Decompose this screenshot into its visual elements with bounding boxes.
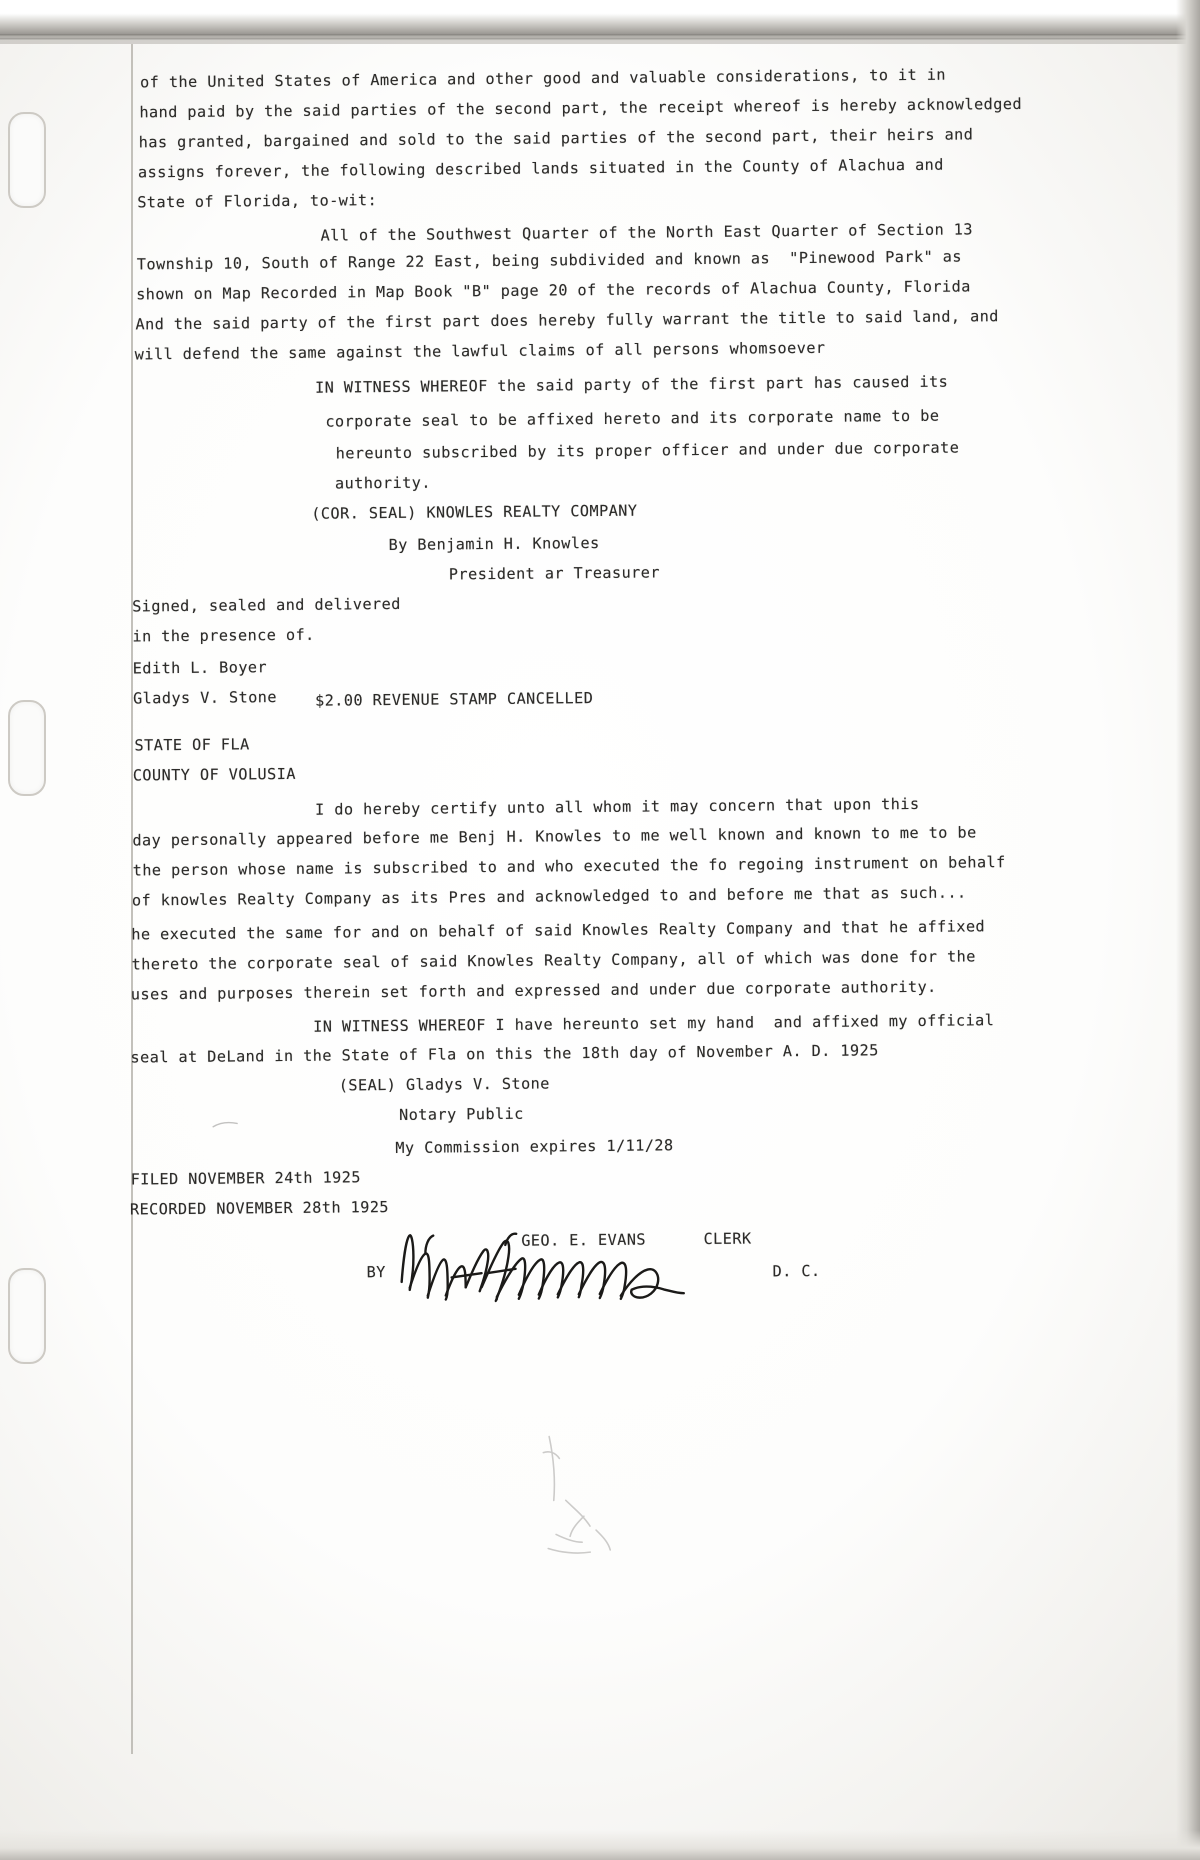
- document-line: assigns forever, the following described lands situated in the County of Alachua and: [137, 155, 944, 182]
- notary-witness-line: seal at DeLand in the State of Fla on this the 18th day of November A. D. 1925: [130, 1041, 879, 1067]
- document-line: has granted, bargained and sold to the said parties of the second part, their heirs and: [138, 125, 974, 152]
- witness-block-line: Signed, sealed and delivered: [132, 594, 401, 616]
- notary-title-line: Notary Public: [398, 1104, 524, 1124]
- document-line: of the United States of America and other good and valuable considerations, to it in: [140, 65, 947, 92]
- witness-block-line: in the presence of.: [132, 625, 315, 646]
- pencil-smudge: [525, 1430, 636, 1561]
- state-line: STATE OF FLA: [134, 735, 250, 755]
- deputy-clerk-label: D. C.: [772, 1261, 821, 1281]
- document-line-legal-description: All of the Southwest Quarter of the North East Quarter of Section 13: [320, 220, 974, 245]
- document-line-witness: authority.: [334, 473, 432, 493]
- by-label: BY: [366, 1263, 386, 1282]
- recorded-date-line: RECORDED NOVEMBER 28th 1925: [129, 1198, 390, 1219]
- document-line-witness: corporate seal to be affixed hereto and its corporate name to be: [325, 406, 940, 431]
- document-line: hand paid by the said parties of the second part, the receipt whereof is hereby acknowledged: [139, 94, 1023, 122]
- notary-seal-line: (SEAL) Gladys V. Stone: [338, 1074, 550, 1095]
- acknowledgment-line: uses and purposes therein set forth and expressed and under due corporate authority.: [130, 977, 937, 1004]
- witness-name-line: Gladys V. Stone: [132, 688, 278, 708]
- filed-date-line: FILED NOVEMBER 24th 1925: [130, 1168, 361, 1189]
- acknowledgment-line: I do hereby certify unto all whom it may concern that upon this: [315, 794, 920, 819]
- acknowledgment-line: the person whose name is subscribed to and who executed the fo regoing instrument on behalf: [132, 853, 1006, 880]
- acknowledgment-line: day personally appeared before me Benj H. Knowles to me well known and known to me to be: [132, 823, 977, 850]
- acknowledgment-line: of knowles Realty Company as its Pres and acknowledged to and before me that as such...: [131, 883, 967, 910]
- revenue-stamp-note: $2.00 REVENUE STAMP CANCELLED: [314, 689, 594, 710]
- acknowledgment-line: thereto the corporate seal of said Knowles Realty Company, all of which was done for the: [131, 947, 976, 974]
- county-line: COUNTY OF VOLUSIA: [132, 764, 296, 785]
- signatory-title-line: President ar Treasurer: [448, 563, 661, 584]
- signatory-name-line: By Benjamin H. Knowles: [388, 533, 600, 555]
- acknowledgment-line: he executed the same for and on behalf of said Knowles Realty Company and that he affixed: [131, 917, 986, 944]
- corporate-seal-line: (COR. SEAL) KNOWLES REALTY COMPANY: [311, 501, 638, 523]
- commission-expiry-line: My Commission expires 1/11/28: [395, 1136, 674, 1157]
- document-line-legal-description: Township 10, South of Range 22 East, being subdivided and known as "Pinewood Park" as: [136, 247, 962, 274]
- stray-pen-mark: [212, 1120, 238, 1128]
- document-line: State of Florida, to-wit:: [137, 191, 378, 212]
- witness-name-line: Edith L. Boyer: [132, 658, 268, 678]
- document-line-witness: IN WITNESS WHEREOF the said party of the first part has caused its: [314, 372, 949, 397]
- document-line-witness: hereunto subscribed by its proper officer and under due corporate: [335, 438, 960, 463]
- notary-witness-line: IN WITNESS WHEREOF I have hereunto set my hand and affixed my official: [313, 1011, 995, 1036]
- document-line-legal-description: shown on Map Recorded in Map Book "B" page 20 of the records of Alachua County, Florida: [136, 277, 971, 304]
- document-line: will defend the same against the lawful claims of all persons whomsoever: [134, 338, 826, 364]
- clerk-line: GEO. E. EVANS CLERK: [521, 1229, 752, 1250]
- document-line: And the said party of the first part does hereby fully warrant the title to said land, and: [135, 307, 999, 334]
